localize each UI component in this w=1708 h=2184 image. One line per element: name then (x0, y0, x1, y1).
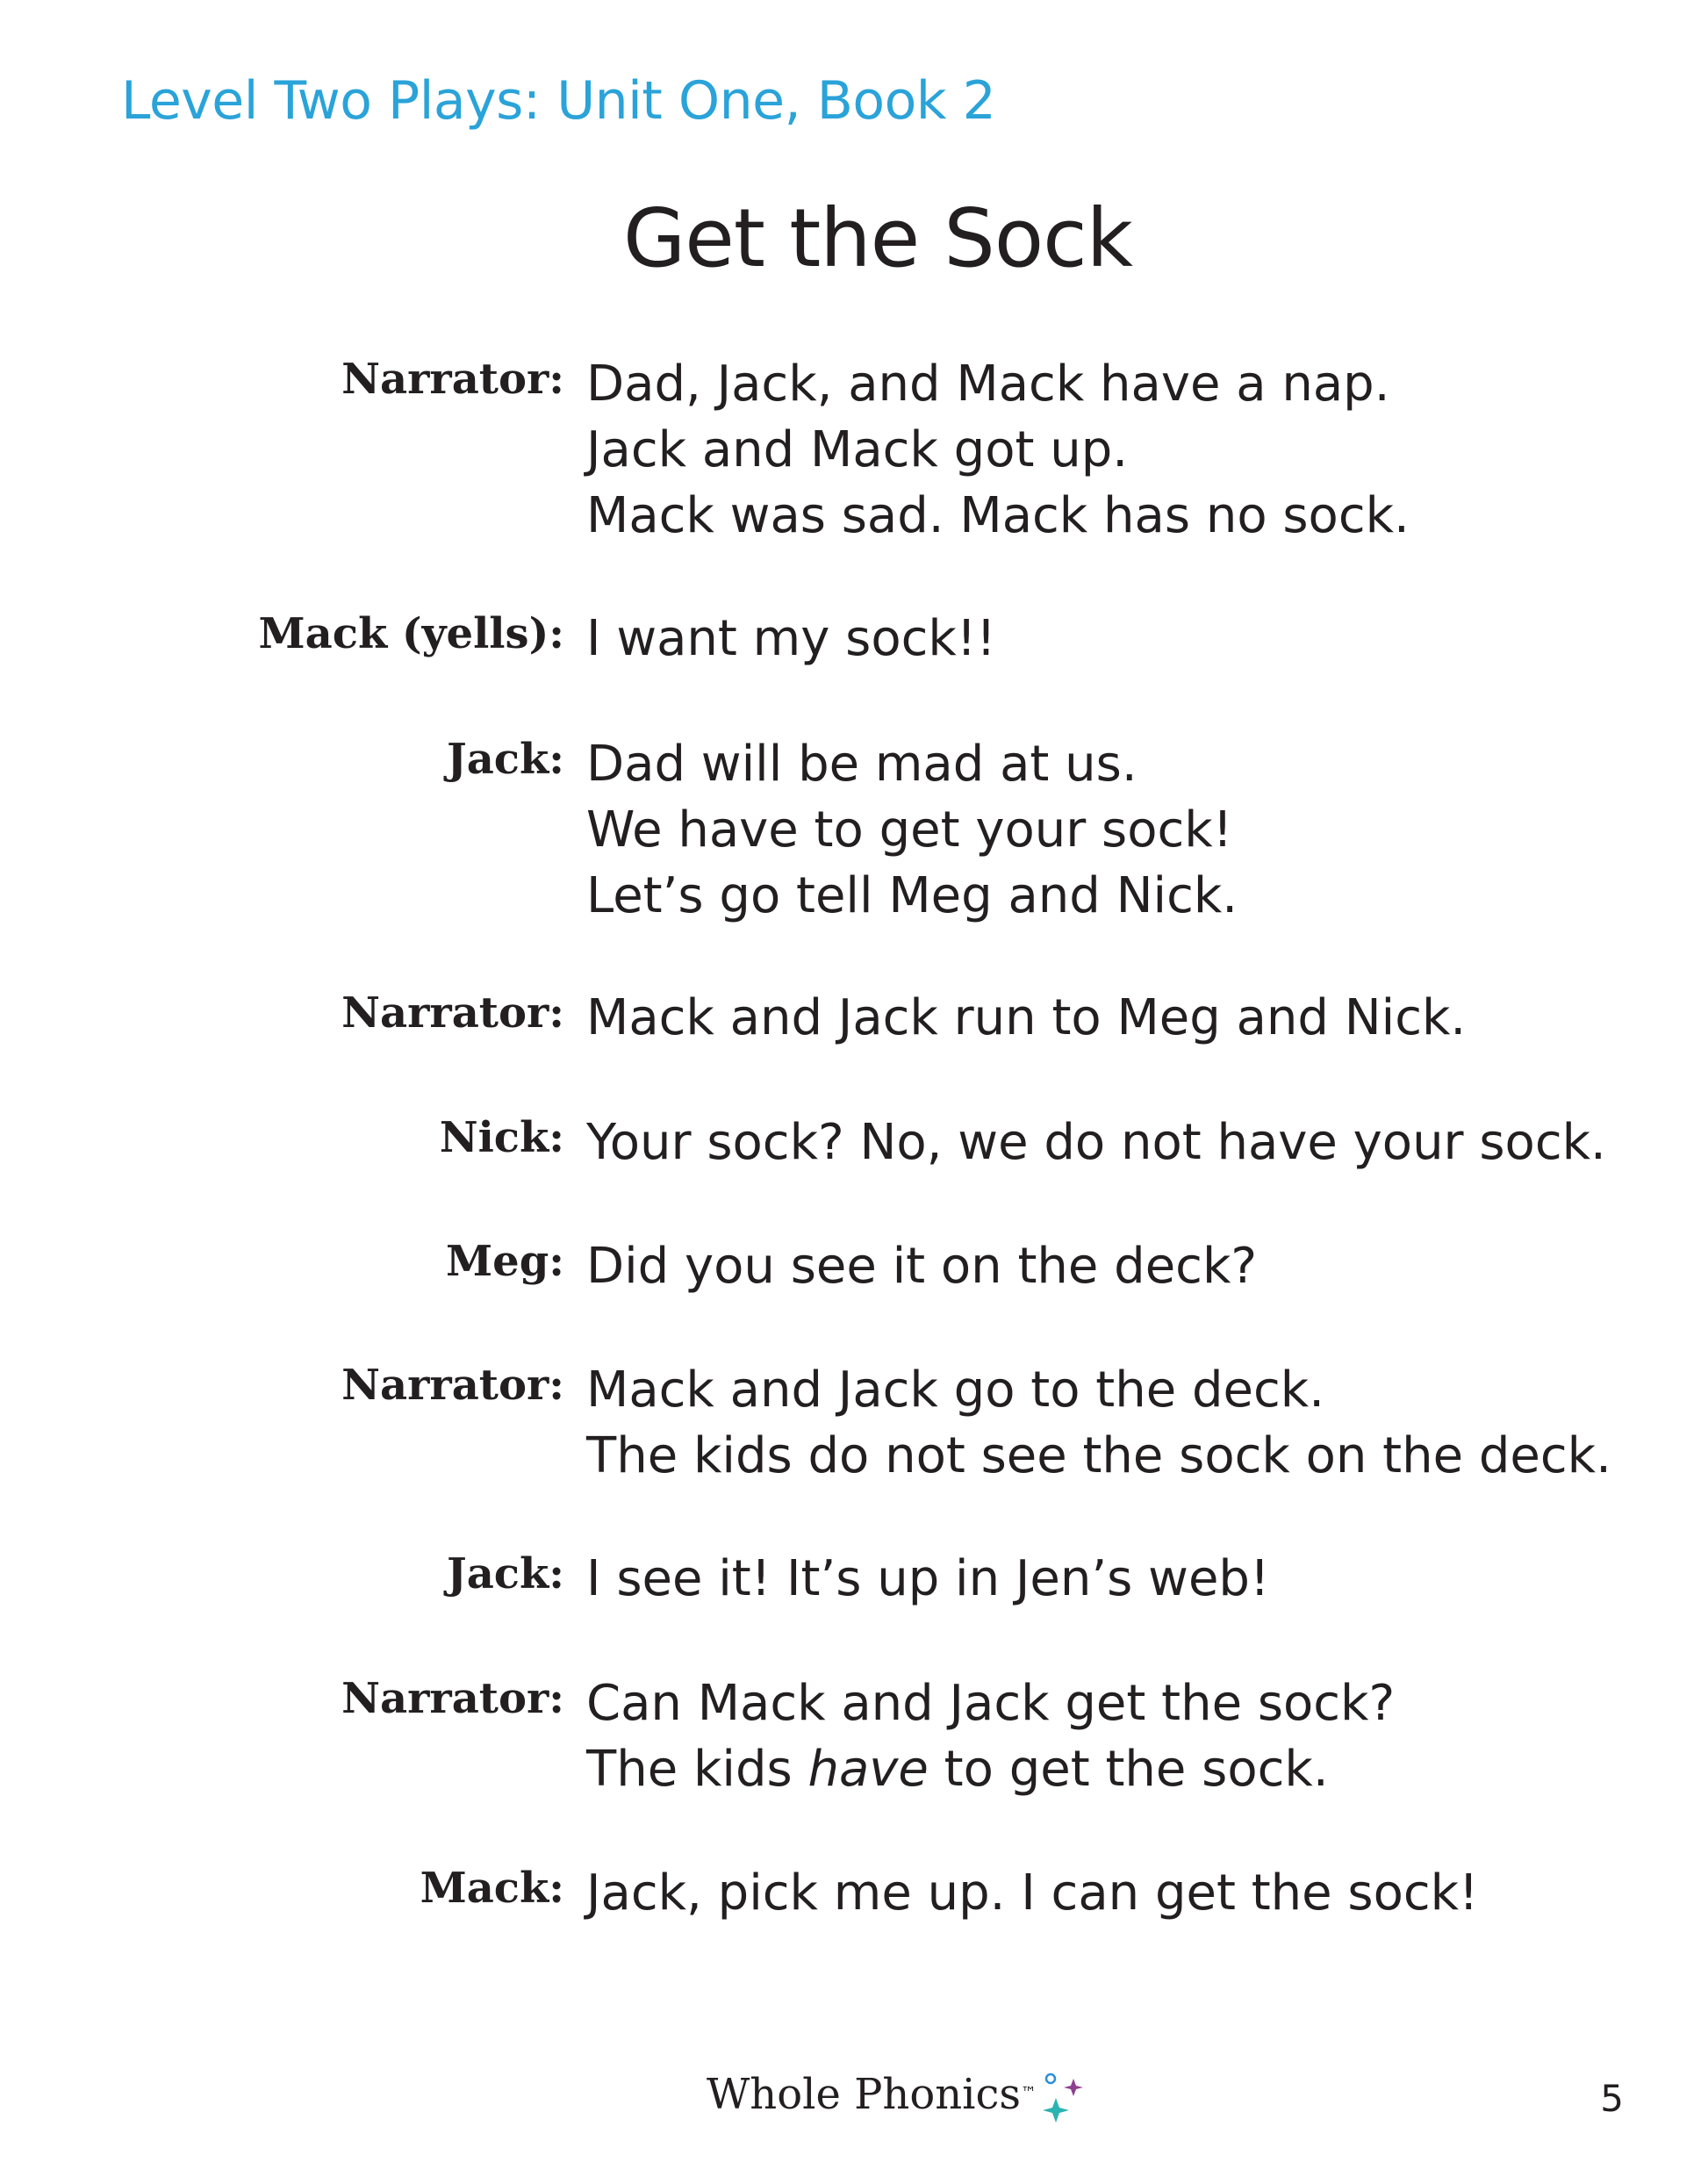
dialogue-line: Dad will be mad at us. (586, 736, 1137, 793)
dialogue-lines (586, 1110, 1606, 1175)
dialogue-lines (586, 731, 1238, 929)
dialogue-line: Mack and Jack run to Meg and Nick. (586, 989, 1467, 1046)
page-title: Get the Sock (623, 191, 1132, 285)
dialogue-line (586, 1736, 1395, 1802)
dialogue-lines (586, 1546, 1269, 1612)
dialogue-line: The kids do not see the sock on the deck. (586, 1427, 1611, 1484)
speaker-label: Narrator: (341, 1361, 564, 1410)
dialogue-lines (586, 1233, 1257, 1299)
dialogue-line: Dad, Jack, and Mack have a nap. (586, 356, 1390, 413)
brand-logo (707, 2070, 1037, 2119)
dialogue-line: Jack and Mack got up. (586, 421, 1129, 478)
dialogue-line: Can Mack and Jack get the sock? (586, 1675, 1396, 1732)
speaker-label: Mack (yells): (258, 609, 564, 658)
dialogue-line: I want my sock!! (586, 610, 996, 667)
dialogue-lines (586, 606, 996, 672)
emphasized-word: have (807, 1741, 929, 1798)
dialogue-text: The kids (586, 1741, 808, 1798)
dialogue-line: Jack, pick me up. I can get the sock! (586, 1864, 1479, 1922)
dialogue-line: Your sock? No, we do not have your sock. (586, 1114, 1606, 1171)
speaker-label: Mack: (420, 1864, 564, 1913)
speaker-label: Narrator: (341, 988, 564, 1038)
dialogue-line: Let’s go tell Meg and Nick. (586, 867, 1238, 924)
speaker-label: Jack: (446, 735, 564, 784)
speaker-label: Meg: (446, 1237, 564, 1286)
speaker-label: Narrator: (341, 355, 564, 404)
speaker-label: Jack: (446, 1549, 564, 1598)
dialogue-line: Did you see it on the deck? (586, 1238, 1258, 1295)
dialogue-line: Mack was sad. Mack has no sock. (586, 487, 1410, 544)
page-number: 5 (1600, 2077, 1624, 2120)
dialogue-line: Mack and Jack go to the deck. (586, 1361, 1325, 1419)
trademark-symbol: ™ (1021, 2083, 1037, 2102)
sparkle-stars-icon (1042, 2070, 1091, 2126)
series-label: Level Two Plays: Unit One, Book 2 (121, 70, 996, 132)
brand-name: Whole Phonics (706, 2070, 1022, 2119)
dialogue-lines (586, 985, 1466, 1051)
dialogue-text: to get the sock. (928, 1741, 1329, 1798)
dialogue-line: I see it! It’s up in Jen’s web! (586, 1550, 1270, 1607)
footer-brand (0, 2070, 1708, 2119)
dialogue-lines (586, 1860, 1479, 1926)
dialogue-line: We have to get your sock! (586, 801, 1233, 859)
dialogue-lines (586, 1670, 1395, 1802)
dialogue-lines (586, 1357, 1611, 1489)
dialogue-lines (586, 351, 1410, 549)
speaker-label: Narrator: (341, 1674, 564, 1723)
speaker-label: Nick: (439, 1113, 564, 1162)
